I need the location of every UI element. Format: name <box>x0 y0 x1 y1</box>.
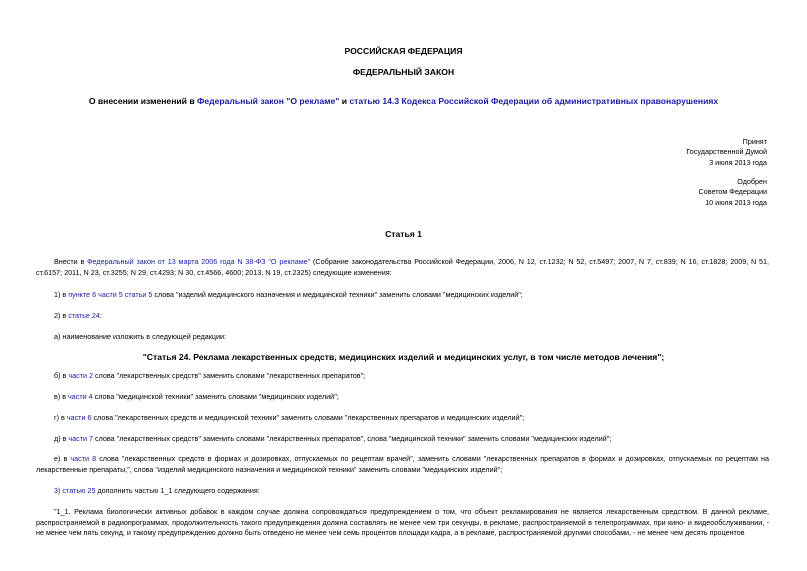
adoption-line3: 3 июля 2013 года <box>709 157 767 167</box>
item-2 <box>54 311 769 322</box>
item-g-link[interactable]: части 6 <box>66 413 92 422</box>
item-d-link[interactable]: части 7 <box>68 434 94 443</box>
item-v <box>54 392 769 403</box>
law-title-link-advertising[interactable]: Федеральный закон "О рекламе" <box>197 96 340 106</box>
approval-line1: Одобрен <box>737 177 767 186</box>
adoption-line1: Принят <box>742 137 767 146</box>
law-title-mid: и <box>339 96 350 106</box>
item-v-link[interactable]: части 4 <box>68 392 93 401</box>
article-title: Статья 1 <box>385 229 422 239</box>
intro-law-link[interactable]: Федеральный закон от 13 марта 2006 года N 38-ФЗ "О рекламе" <box>87 257 311 266</box>
item-e-prefix: е) в <box>54 454 71 463</box>
item-2-link[interactable]: статье 24 <box>68 311 100 320</box>
approval-line2: Советом Федерации <box>698 187 767 197</box>
item-3-text: дополнить частью 1_1 следующего содержания: <box>95 486 260 495</box>
law-title <box>0 96 807 107</box>
item-1-prefix: 1) в <box>54 290 69 299</box>
approval-line3: 10 июля 2013 года <box>705 197 767 207</box>
intro-rest: (Собрание законодательства Российской Федерации, 2006, N 12, ст.1232; N 52, ст.5497; 2007, N 7, ст.839; N 16, ст.1828; 2009, N 51, ст.6157; 2011, N 23, ст.3255; N 29, ст.4293; N 30, ст.4566, 4600; 2013, N 19, ст.2325) следующие изменения: <box>36 257 769 277</box>
item-1-text: слова "изделий медицинского назначения и медицинской техники" заменить словами "медицинских изделий"; <box>152 290 523 299</box>
item-v-text: слова "медицинской техники" заменить словами "медицинских изделий"; <box>92 392 339 401</box>
item-v-prefix: в) в <box>54 392 69 401</box>
item-b-link[interactable]: части 2 <box>68 371 93 380</box>
adoption-block <box>686 137 767 168</box>
item-1-link[interactable]: пункте 6 части 5 статьи 5 <box>68 290 153 299</box>
intro-paragraph <box>36 257 769 278</box>
item-1 <box>54 290 769 301</box>
item-b-prefix: б) в <box>54 371 69 380</box>
item-2-prefix: 2) в <box>54 311 69 320</box>
item-e-link[interactable]: части 8 <box>70 454 97 463</box>
item-e-text: слова "лекарственных средств в формах и дозировках, отпускаемых по рецептам врачей", заменить словами "лекарственных препаратов в формах и дозировках, отпускаемых по рецептам на лекарственные препараты,", слова "изделий медицинского назначения и медицинской техники" заменить словами "медицинских изделий"; <box>36 454 769 474</box>
country-heading: РОССИЙСКАЯ ФЕДЕРАЦИЯ <box>344 46 463 56</box>
item-e <box>36 454 769 475</box>
paragraph-1-1: "1_1. Реклама биологически активных добавок в каждом случае должна сопровождаться предупреждением о том, что объект рекламирования не является лекарственным средством. В данной рекламе, распространяемой в радиопрограммах, продолжительность такого предупреждения должна составлять не менее чем три секунды, в рекламе, распространяемой в телепрограммах, при кино- и видеообслуживании, - не менее чем пять секунд, и такому предупреждению должно быть отведено не менее чем семь процентов площади кадра, а в рекламе, распространяемой другими способами, - не менее чем десять процентов <box>36 507 769 537</box>
item-d-text: слова "лекарственных средств" заменить словами "лекарственных препаратов", слова "медицинской техники" заменить словами "медицинских изделий"; <box>93 434 612 443</box>
law-title-link-koap[interactable]: статью 14.3 Кодекса Российской Федерации об административных правонарушениях <box>349 96 719 106</box>
item-g-prefix: г) в <box>54 413 67 422</box>
item-b <box>54 371 769 382</box>
item-3-link[interactable]: 3) статью 25 <box>54 486 96 495</box>
item-b-text: слова "лекарственных средств" заменить словами "лекарственных препаратов"; <box>92 371 366 380</box>
item-d-prefix: д) в <box>54 434 69 443</box>
item-g-text: слова "лекарственных средств и медицинской техники" заменить словами "лекарственных препаратов и медицинских изделий"; <box>91 413 525 422</box>
approval-block <box>699 177 767 208</box>
item-2-text: : <box>99 311 102 320</box>
item-g <box>54 413 769 424</box>
adoption-line2: Государственной Думой <box>686 147 767 157</box>
doc-type-heading: ФЕДЕРАЛЬНЫЙ ЗАКОН <box>352 67 455 77</box>
intro-prefix: Внести в <box>54 257 88 266</box>
article-24-title-quote: "Статья 24. Реклама лекарственных средств, медицинских изделий и медицинских услуг, в том числе методов лечения"; <box>142 352 665 362</box>
item-a: а) наименование изложить в следующей редакции: <box>54 332 227 341</box>
item-d <box>54 434 769 445</box>
item-3 <box>54 486 769 497</box>
law-title-prefix: О внесении изменений в <box>88 96 198 106</box>
